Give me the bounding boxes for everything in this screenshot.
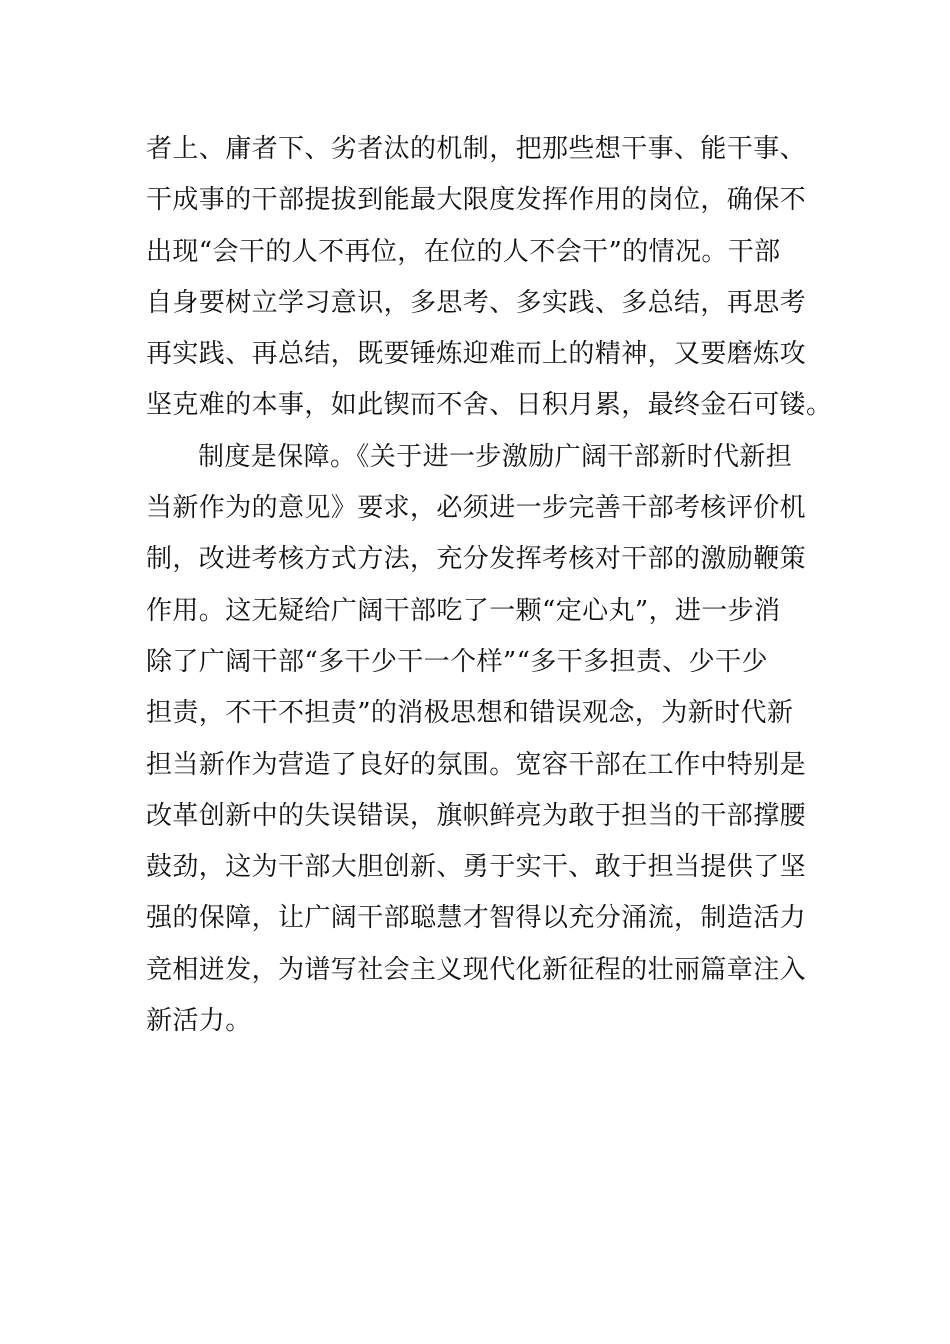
text-line: 除了广阔干部“多干少干一个样”“多干多担责、少干少 bbox=[146, 646, 768, 677]
text-line: 者上、庸者下、劣者汰的机制，把那些想干事、能干事、 bbox=[146, 134, 807, 164]
text-line: 担责，不干不担责”的消极思想和错误观念，为新时代新 bbox=[146, 698, 794, 729]
text-line: 改革创新中的失误错误，旗帜鲜亮为敢于担当的干部撑腰 bbox=[146, 800, 807, 831]
text-line: 制，改进考核方式方法，充分发挥考核对干部的激励鞭策 bbox=[146, 544, 807, 575]
text-line: 当新作为的意见》要求，必须进一步完善干部考核评价机 bbox=[146, 493, 807, 524]
text-line: 强的保障，让广阔干部聪慧才智得以充分涌流，制造活力 bbox=[146, 903, 807, 934]
body-text bbox=[146, 124, 833, 1047]
text-line: 干成事的干部提拔到能最大限度发挥作用的岗位，确保不 bbox=[146, 185, 807, 216]
text-line: 新活力。 bbox=[146, 1006, 252, 1037]
text-line: 坚克难的本事，如此锲而不舍、日积月累，最终金石可镂。 bbox=[146, 390, 833, 421]
text-line: 鼓劲，这为干部大胆创新、勇于实干、敢于担当提供了坚 bbox=[146, 852, 807, 883]
text-line: 自身要树立学习意识，多思考、多实践、多总结，再思考 bbox=[146, 287, 807, 318]
text-line: 作用。这无疑给广阔干部吃了一颗“定心丸”，进一步消 bbox=[146, 595, 781, 626]
text-line: 再实践、再总结，既要锤炼迎难而上的精神，又要磨炼攻 bbox=[146, 339, 807, 370]
text-line: 出现“会干的人不再位，在位的人不会干”的情况。干部 bbox=[146, 236, 781, 267]
text-line: 竞相迸发，为谱写社会主义现代化新征程的壮丽篇章注入 bbox=[146, 954, 807, 985]
text-line: 担当新作为营造了良好的氛围。宽容干部在工作中特别是 bbox=[146, 749, 807, 780]
paragraph-first-line: 制度是保障。《关于进一步激励广阔干部新时代新担 bbox=[198, 441, 793, 472]
